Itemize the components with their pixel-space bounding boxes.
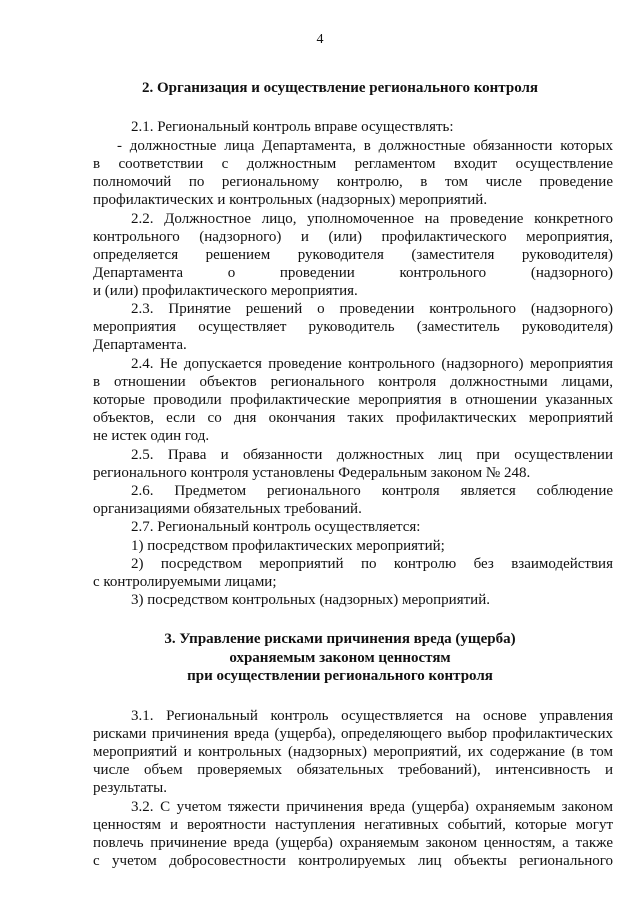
list-item: 3) посредством контрольных (надзорных) мероприятий. [131, 592, 490, 608]
paragraph-line: мероприятий и контрольных (надзорных) мероприятий, их содержание (в том [93, 744, 613, 760]
paragraph-line: полномочий по региональному контролю, в том числе проведение [93, 174, 613, 190]
page-number: 4 [316, 32, 324, 47]
paragraph-line: 2.3. Принятие решений о проведении контрольного (надзорного) [131, 301, 613, 317]
list-item: 1) посредством профилактических мероприятий; [131, 538, 445, 554]
paragraph-line: - должностные лица Департамента, в должностные обязанности которых [117, 138, 613, 154]
paragraph-line: регионального контроля установлены Федеральным законом № 248. [93, 465, 531, 481]
paragraph-line: и (или) профилактического мероприятия. [93, 283, 358, 299]
paragraph-line: с учетом добросовестности контролируемых лиц объекты регионального [93, 853, 613, 869]
paragraph-line: определяется решением руководителя (заместителя руководителя) [93, 247, 613, 263]
section-3-heading: при осуществлении регионального контроля [187, 668, 493, 684]
paragraph-line: не истек один год. [93, 428, 210, 444]
paragraph-line: объектов, если со дня окончания таких профилактических мероприятий [93, 410, 613, 426]
paragraph-line: Департамента. [93, 337, 187, 353]
paragraph-line: в соответствии с должностным регламентом входит осуществление [93, 156, 613, 172]
paragraph-line: мероприятия осуществляет руководитель (заместитель руководителя) [93, 319, 613, 335]
paragraph-line: с контролируемыми лицами; [93, 574, 277, 590]
paragraph-line: 2.1. Региональный контроль вправе осуществлять: [131, 119, 454, 135]
paragraph-line: числе объем проверяемых обязательных требований), интенсивность и [93, 762, 613, 778]
paragraph-line: 2.6. Предметом регионального контроля является соблюдение [131, 483, 613, 499]
list-item: 2) посредством мероприятий по контролю без взаимодействия [131, 556, 613, 572]
paragraph-line: в отношении объектов регионального контроля должностными лицами, [93, 374, 613, 390]
paragraph-line: 2.4. Не допускается проведение контрольного (надзорного) мероприятия [131, 356, 613, 372]
paragraph-line: контрольного (надзорного) и (или) профилактического мероприятия, [93, 229, 613, 245]
paragraph-line: 2.5. Права и обязанности должностных лиц при осуществлении [131, 447, 613, 463]
paragraph-line: повлечь причинение вреда (ущерба) охраняемым законом ценностям, а также [93, 835, 613, 851]
paragraph-line: 3.2. С учетом тяжести причинения вреда (ущерба) охраняемым законом [131, 799, 613, 815]
paragraph-line: 2.2. Должностное лицо, уполномоченное на проведение конкретного [131, 211, 613, 227]
paragraph-line: организациями обязательных требований. [93, 501, 362, 517]
paragraph-line: рисками причинения вреда (ущерба), определяющего выбор профилактических [93, 726, 613, 742]
paragraph-line: которые проводили профилактические мероприятия в отношении указанных [93, 392, 613, 408]
section-3-heading: охраняемым законом ценностям [229, 650, 451, 666]
section-2-heading: 2. Организация и осуществление регионального контроля [141, 80, 539, 96]
paragraph-line: профилактических и контрольных (надзорных) мероприятий. [93, 192, 488, 208]
paragraph-line: 3.1. Региональный контроль осуществляется на основе управления [131, 708, 613, 724]
paragraph-line: 2.7. Региональный контроль осуществляется: [131, 519, 421, 535]
paragraph-line: результаты. [93, 780, 167, 796]
paragraph-line: Департамента о проведении контрольного (надзорного) [93, 265, 613, 281]
paragraph-line: ценностям и вероятности наступления негативных событий, которые могут [93, 817, 613, 833]
section-3-heading: 3. Управление рисками причинения вреда (ущерба) [164, 631, 516, 647]
